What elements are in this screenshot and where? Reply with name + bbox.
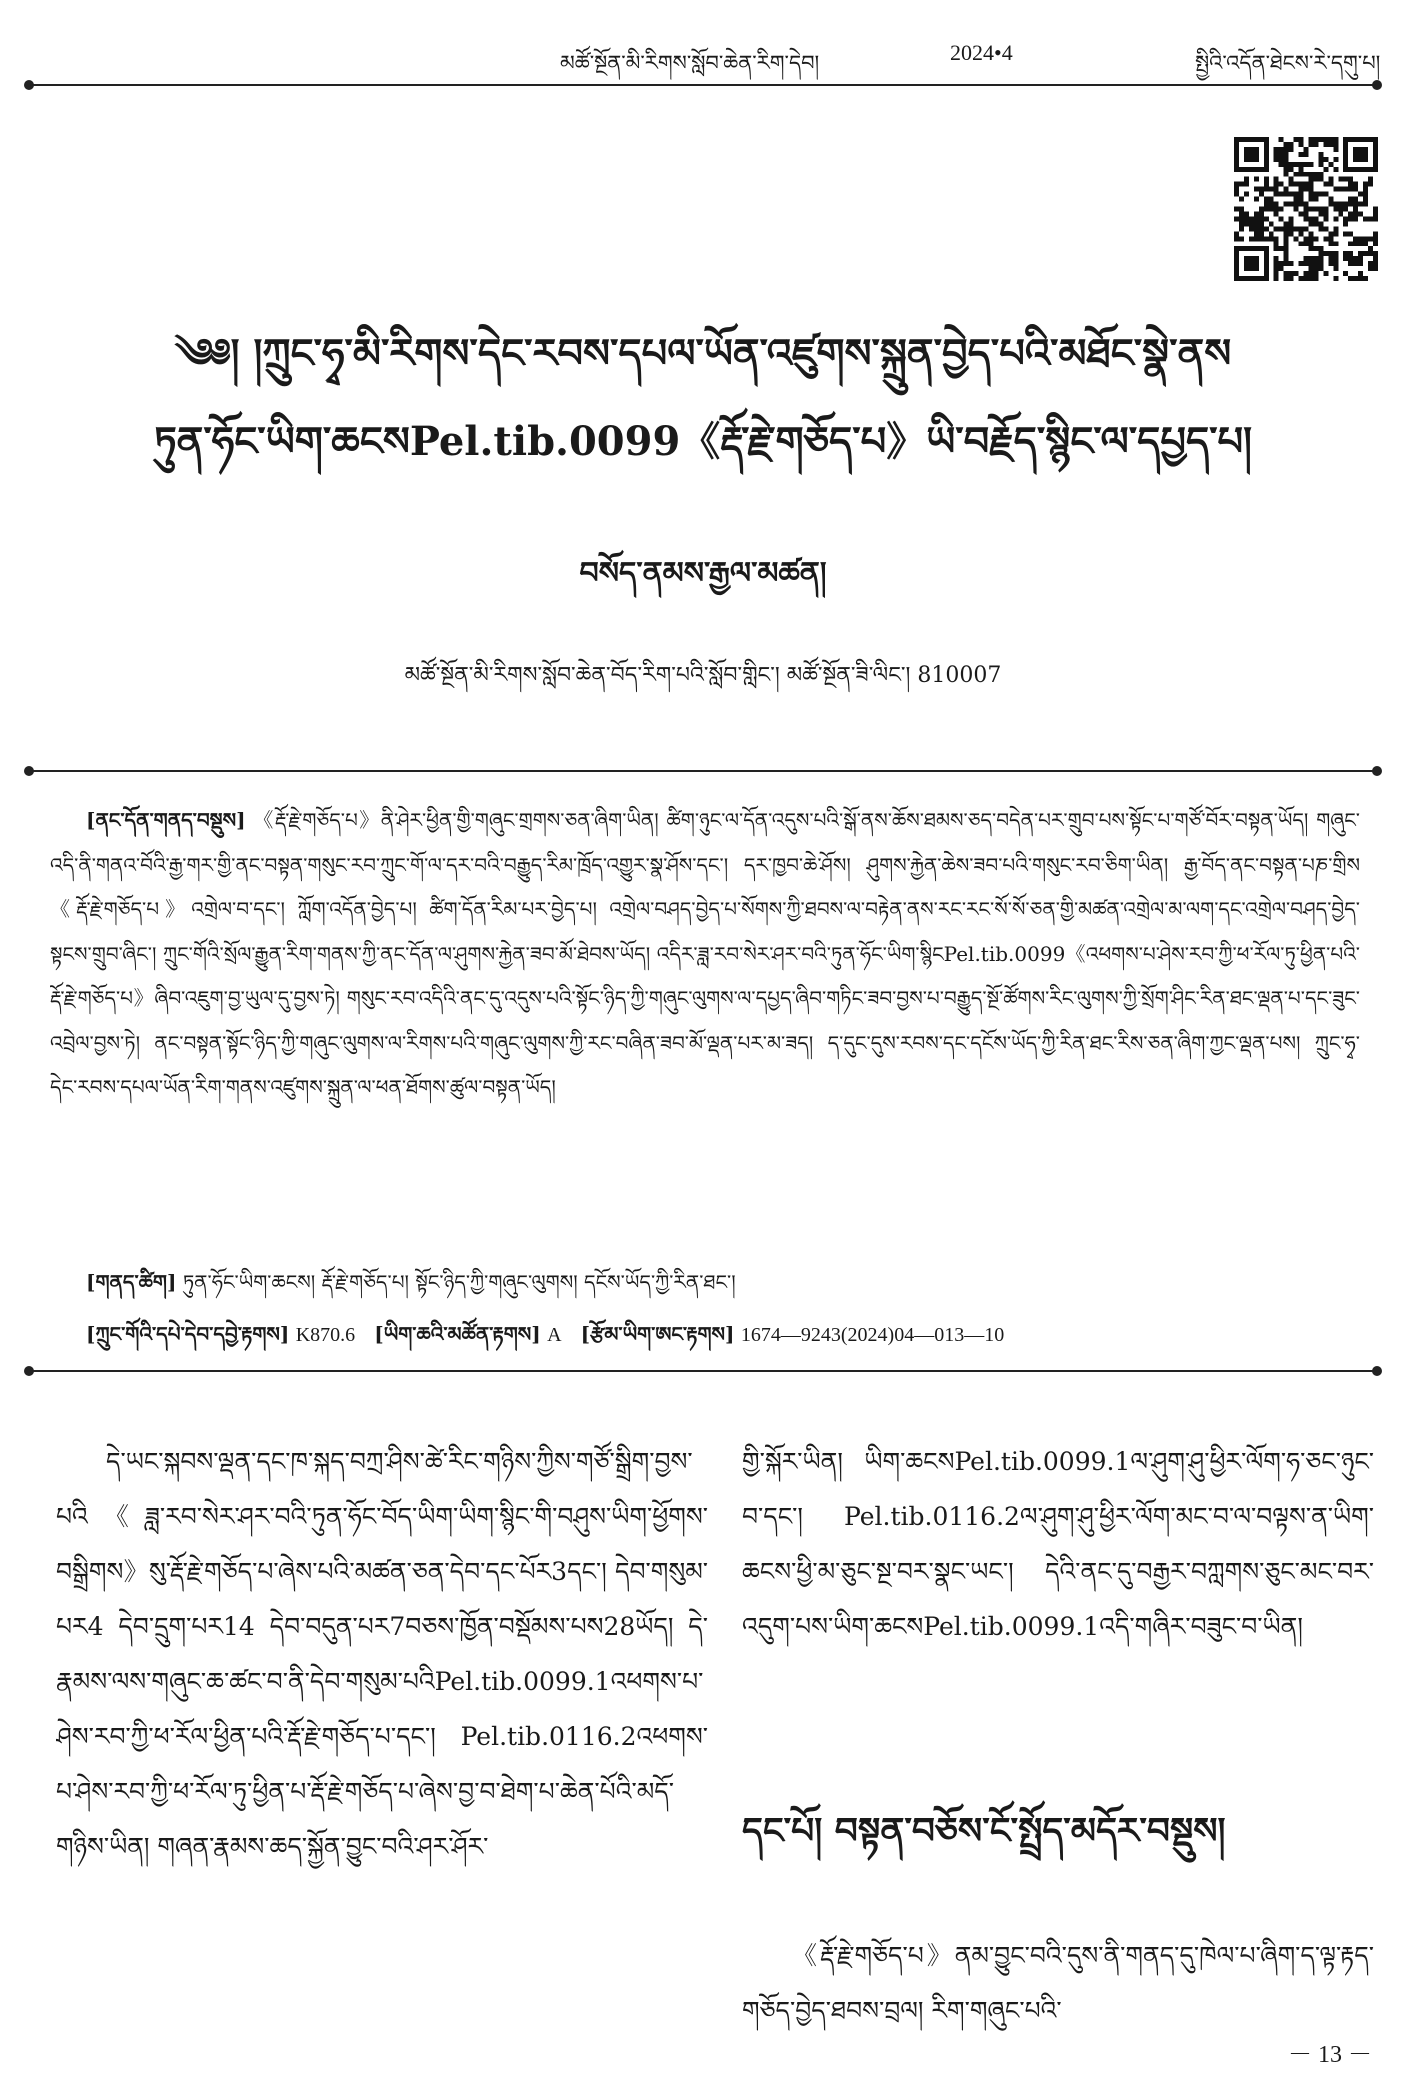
author-name: བསོད་ནམས་རྒྱལ་མཚན།: [579, 556, 827, 591]
body-column-right-bottom: 《རྡོ་རྗེ་གཅོད་པ》ནམ་བྱུང་བའི་དུས་ནི་གནད་དུ་ཁེལ་པ་ཞིག་ད་ལྟ་རྟད་གཅོད་བྱེད་ཐབས་བྲལ། རིག་གཞུང་པའི་: [742, 1941, 1374, 2025]
section-heading: དང་པོ། བསྟན་བཅོས་ངོ་སྤྲོད་མདོར་བསྡུས།: [742, 1810, 1226, 1852]
body-column-left: དེ་ཡང་སྐབས་ལྡན་དང་ཁ་སྐད་བཀྲ་ཤིས་ཚེ་རིང་གཉིས་ཀྱིས་གཙོ་སྒྲིག་བྱས་པའི《ཟླ་རབ་སེར་ཤར་བའི་ཏུན་ཧོང་བོད་ཡིག་ཡིག་སྙིང་གི་བཤུས་ཡིག་ཕྱོགས་བསྒྲིགས》སུ་རྡོ་རྗེ་གཅོད་པ་ཞེས་པའི་མཚན་ཅན་དེབ་དང་པོར3དང་། དེབ་གསུམ་པར4 དེབ་དྲུག་པར14 དེབ་བདུན་པར7བཅས་ཁྱོན་བསྡོམས་པས28ཡོད། དེ་རྣམས་ལས་གཞུང་ཆ་ཚང་བ་ནི་དེབ་གསུམ་པའིPel.tib.0099.1འཕགས་པ་ཤེས་རབ་ཀྱི་ཕ་རོལ་ཕྱིན་པའི་རྡོ་རྗེ་གཅོད་པ་དང་། Pel.tib.0116.2འཕགས་པ་ཤེས་རབ་ཀྱི་ཕ་རོལ་ཏུ་ཕྱིན་པ་རྡོ་རྗེ་གཅོད་པ་ཞེས་བྱ་བ་ཐེག་པ་ཆེན་པོའི་མདོ་གཉིས་ཡིན། གཞན་རྣམས་ཆད་སྐྱོན་བྱུང་བའི་ཤར་ཤོར་: [56, 1447, 708, 1861]
article-title-line-2: ཏུན་ཧོང་ཡིག་ཆངསPel.tib.0099《རྡོ་རྗེ་གཅོད་པ》ཡི་བརྗོད་སྙིང་ལ་དཔྱད་པ།: [153, 418, 1253, 465]
issue-number: 2024•4: [950, 40, 1013, 65]
article-id-label: [རྩོམ་ཡིག་ཨང་རྟགས]: [580, 1322, 735, 1346]
rule-dot-right: [1372, 1366, 1382, 1376]
qr-code-icon: [1234, 137, 1378, 281]
abstract-label: [ནང་དོན་གནད་བསྡུས]: [86, 808, 246, 832]
author-affiliation: མཚོ་སྔོན་མི་རིགས་སློབ་ཆེན་བོད་རིག་པའི་སློབ་གླིང་། མཚོ་སྔོན་ཟི་ལིང་། 810007: [404, 663, 1002, 688]
body-column-right-top: གྱི་སྐོར་ཡིན། ཡིག་ཆངསPel.tib.0099.1ལ་ཤུག་ཤུ་ཕྱིར་ལོག་ཧ་ཅང་ཉུང་བ་དང་། Pel.tib.0116.2ལ་ཤུག་ཤུ་ཕྱིར་ལོག་མང་བ་ལ་བལྟས་ན་ཡིག་ཆངས་ཕྱི་མ་ཅུང་སྔ་བར་སྣང་ཡང་། དེའི་ནང་དུ་བརྒྱར་བཀླགས་ཅུང་མང་བར་འདུག་པས་ཡིག་ཆངསPel.tib.0099.1འདི་གཞིར་བཟུང་བ་ཡིན།: [742, 1447, 1374, 1641]
abstract: [50, 798, 1360, 1243]
clc-value: K870.6: [295, 1324, 356, 1346]
article-title-line-1: ༄༅། །ཀྲུང་ཧྭ་མི་རིགས་དེང་རབས་དཔལ་ཡོན་འཛུགས་སྐྲུན་བྱེད་པའི་མཐོང་སྣེ་ནས: [174, 330, 1232, 377]
article-id-value: 1674—9243(2024)04—013—10: [740, 1324, 1005, 1346]
keywords-label: [གནད་ཚིག]: [86, 1270, 177, 1294]
keywords: [86, 1260, 736, 1316]
abstract-top-rule: [28, 770, 1378, 772]
series-number: སྤྱིའི་འདོན་ཐེངས་རེ་དགུ་པ།: [1195, 51, 1381, 75]
journal-name: མཚོ་སྔོན་མི་རིགས་སློབ་ཆེན་རིག་དེབ།: [560, 51, 820, 75]
doc-code-value: A: [547, 1324, 562, 1346]
rule-dot-left: [24, 766, 34, 776]
clc-label: [ཀྲུང་གོའི་དཔེ་དེབ་དབྱེ་རྟགས]: [86, 1322, 290, 1346]
abstract-bottom-rule: [28, 1370, 1378, 1372]
rule-dot-left: [24, 80, 34, 90]
rule-dot-left: [24, 1366, 34, 1376]
keywords-text: ཏུན་ཧོང་ཡིག་ཆངས། རྡོ་རྗེ་གཅོད་པ། སྟོང་ཉིད་ཀྱི་གཞུང་ལུགས། དངོས་ཡོད་ཀྱི་རིན་ཐང་།: [182, 1270, 736, 1294]
doc-code-label: [ཡིག་ཆའི་མཚོན་རྟགས]: [374, 1322, 541, 1346]
abstract-text: 《རྡོ་རྗེ་གཅོད་པ》ནི་ཤེར་ཕྱིན་གྱི་གཞུང་གྲགས་ཅན་ཞིག་ཡིན། ཚིག་ཉུང་ལ་དོན་འདུས་པའི་སྒོ་ནས་ཆོས་ཐམས་ཅད་བདེན་པར་གྲུབ་པས་སྟོང་པ་གཙོ་བོར་བསྟན་ཡོད། གཞུང་འདི་ནི་གནའ་བོའི་རྒྱ་གར་གྱི་ནང་བསྟན་གསུང་རབ་ཀྲུང་གོ་ལ་དར་བའི་བརྒྱུད་རིམ་ཁྲོད་འགྱུར་སྣ་ཤོས་དང་། དར་ཁྱབ་ཆེ་ཤོས། ཤུགས་རྐྱེན་ཆེས་ཟབ་པའི་གསུང་རབ་ཅིག་ཡིན། རྒྱ་བོད་ནང་བསྟན་པཎ་གྲིས《རྡོ་རྗེ་གཅོད་པ》འགྲེལ་བ་དང་། ཀློག་འདོན་བྱེད་པ། ཚིག་དོན་རིམ་པར་བྱེད་པ། འགྲེལ་བཤད་བྱེད་པ་སོགས་ཀྱི་ཐབས་ལ་བརྟེན་ནས་རང་རང་སོ་སོ་ཅན་གྱི་མཚན་འགྲེལ་མ་ལག་དང་འགྲེལ་བཤད་བྱེད་སྟངས་གྲུབ་ཞིང་། ཀྲུང་གོའི་སྲོལ་རྒྱུན་རིག་གནས་ཀྱི་ནང་དོན་ལ་ཤུགས་རྐྱེན་ཟབ་མོ་ཐེབས་ཡོད། འདིར་ཟླ་རབ་སེར་ཤར་བའི་ཏུན་ཧོང་ཡིག་སྙིངPel.tib.0099《འཕགས་པ་ཤེས་རབ་ཀྱི་ཕ་རོལ་ཏུ་ཕྱིན་པའི་རྡོ་རྗེ་གཅོད་པ》ཞིབ་འཇུག་བྱ་ཡུལ་དུ་བྱས་ཏེ། གསུང་རབ་འདིའི་ནང་དུ་འདུས་པའི་སྟོང་ཉིད་ཀྱི་གཞུང་ལུགས་ལ་དཔྱད་ཞིབ་གཏིང་ཟབ་བྱས་པ་བརྒྱུད་སྔོ་ཚོགས་རིང་ལུགས་ཀྱི་སྲོག་ཤིང་རིན་ཐང་ལྡན་པ་དང་ཟུང་འབྲེལ་བྱས་ཏེ། ནང་བསྟན་སྟོང་ཉིད་ཀྱི་གཞུང་ལུགས་ལ་རིགས་པའི་གཞུང་ལུགས་ཀྱི་རང་བཞིན་ཟབ་མོ་ལྡན་པར་མ་ཟད། ད་དུང་དུས་རབས་དང་དངོས་ཡོད་ཀྱི་རིན་ཐང་རིས་ཅན་ཞིག་ཀྱང་ལྡན་པས། ཀྲུང་ཧྭ་དེང་རབས་དཔལ་ཡོན་རིག་གནས་འཛུགས་སྐྲུན་ལ་ཕན་ཐོགས་ཚུལ་བསྟན་ཡོད།: [50, 808, 1360, 1099]
rule-dot-right: [1372, 766, 1382, 776]
classification-line: [86, 1312, 1004, 1368]
header-rule: [28, 84, 1378, 86]
rule-dot-right: [1372, 80, 1382, 90]
page-number: － 13 －: [1288, 2042, 1372, 2068]
